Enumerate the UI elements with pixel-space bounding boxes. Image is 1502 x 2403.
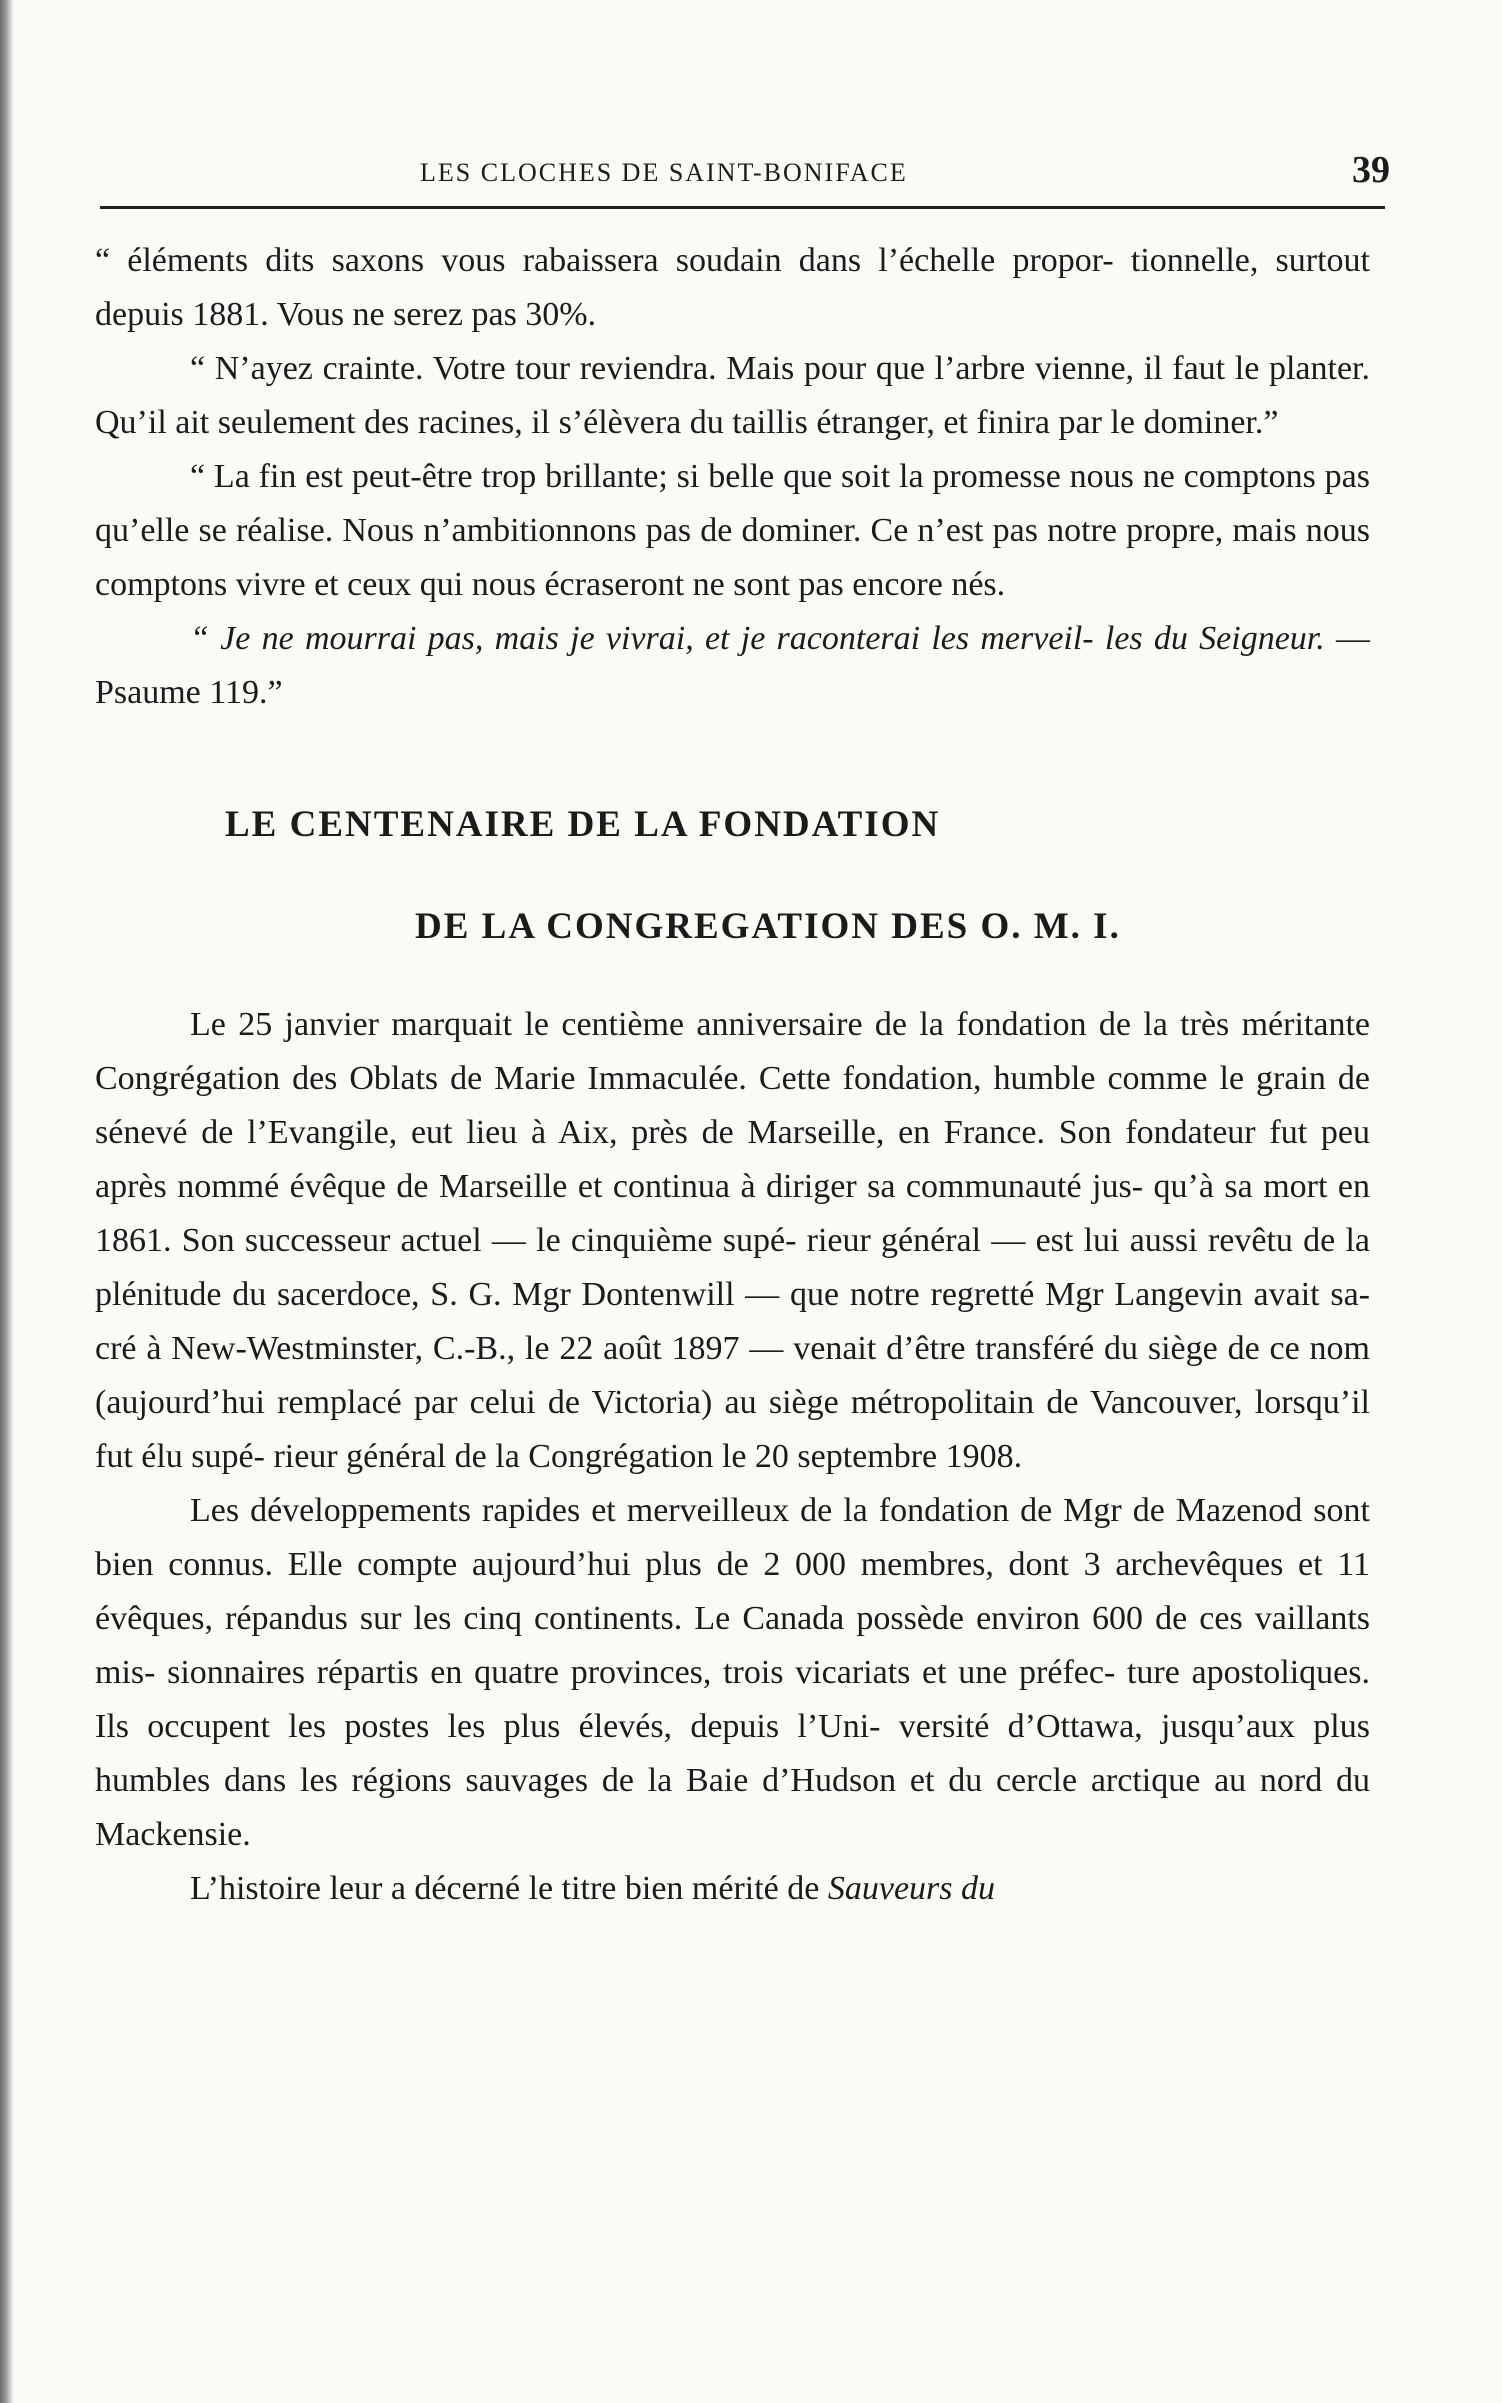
scan-edge-shadow <box>0 0 14 2403</box>
quote-paragraph-3: “ La fin est peut-être trop brillante; si belle que soit la promesse nous ne comptons pas qu’elle se réalise. Nous n’ambitionnons pas de dominer. Ce n’est pas notre propre, mais nous comptons vivre et ceux qui nous écraseront ne sont pas encore nés. <box>95 458 1370 603</box>
article-paragraph-3 <box>95 1862 1370 1916</box>
article-paragraph-1: Le 25 janvier marquait le centième anniversaire de la fondation de la très méritante Congrégation des Oblats de Marie Immaculée. Cette fondation, humble comme le grain de sénevé de l’Evangile, eut lieu à Aix, près de Marseille, en France. Son fondateur fut peu après nommé évêque de Marseille et continua à diriger sa communauté jus- qu’à sa mort en 1861. Son successeur actuel — le cinquième supé- rieur général — est lui aussi revêtu de la plénitude du sacerdoce, S. G. Mgr Dontenwill — que notre regretté Mgr Langevin avait sa- cré à New-Westminster, C.-B., le 22 août 1897 — venait d’être transféré du siège de ce nom (aujourd’hui remplacé par celui de Victoria) au siège métropolitain de Vancouver, lorsqu’il fut élu supé- rieur général de la Congrégation le 20 septembre 1908. <box>95 1006 1370 1475</box>
article-paragraph-2: Les développements rapides et merveilleux de la fondation de Mgr de Mazenod sont bien connus. Elle compte aujourd’hui plus de 2 000 membres, dont 3 archevêques et 11 évêques, répandus sur les cinq continents. Le Canada possède environ 600 de ces vaillants mis- sionnaires répartis en quatre provinces, trois vicariats et une préfec- ture apostoliques. Ils occupent les postes les plus élevés, depuis l’Uni- versité d’Ottawa, jusqu’aux plus humbles dans les régions sauvages de la Baie d’Hudson et du cercle arctique au nord du Mackensie. <box>95 1492 1370 1853</box>
header-rule <box>100 206 1385 209</box>
section-heading-line-2: DE LA CONGREGATION DES O. M. I. <box>415 906 1121 947</box>
article-paragraph-3-text: L’histoire leur a décerné le titre bien mérité de <box>190 1870 828 1907</box>
page-body <box>95 234 1370 1916</box>
page-header <box>100 148 1390 198</box>
quote-paragraph-2: “ N’ayez crainte. Votre tour reviendra. Mais pour que l’arbre vienne, il faut le planter. Qu’il ait seulement des racines, il s’élèvera du taillis étranger, et finira par le dominer.” <box>95 350 1370 441</box>
article <box>95 998 1370 1916</box>
quote-paragraph-4 <box>95 612 1370 720</box>
section-heading-line-1: LE CENTENAIRE DE LA FONDATION <box>225 804 941 845</box>
psalm-quote-italic: “ Je ne mourrai pas, mais je vivrai, et je raconterai les merveil- les du Seigneur. <box>190 620 1325 657</box>
article-paragraph-3-italic: Sauveurs du <box>827 1870 996 1907</box>
page-number: 39 <box>1352 149 1390 191</box>
running-title: LES CLOCHES DE SAINT-BONIFACE <box>420 158 908 187</box>
psalm-reference: — Psaume 119.” <box>95 620 1371 711</box>
quote-paragraph-1: “ éléments dits saxons vous rabaissera soudain dans l’échelle propor- tionnelle, surtout depuis 1881. Vous ne serez pas 30%. <box>95 242 1370 333</box>
